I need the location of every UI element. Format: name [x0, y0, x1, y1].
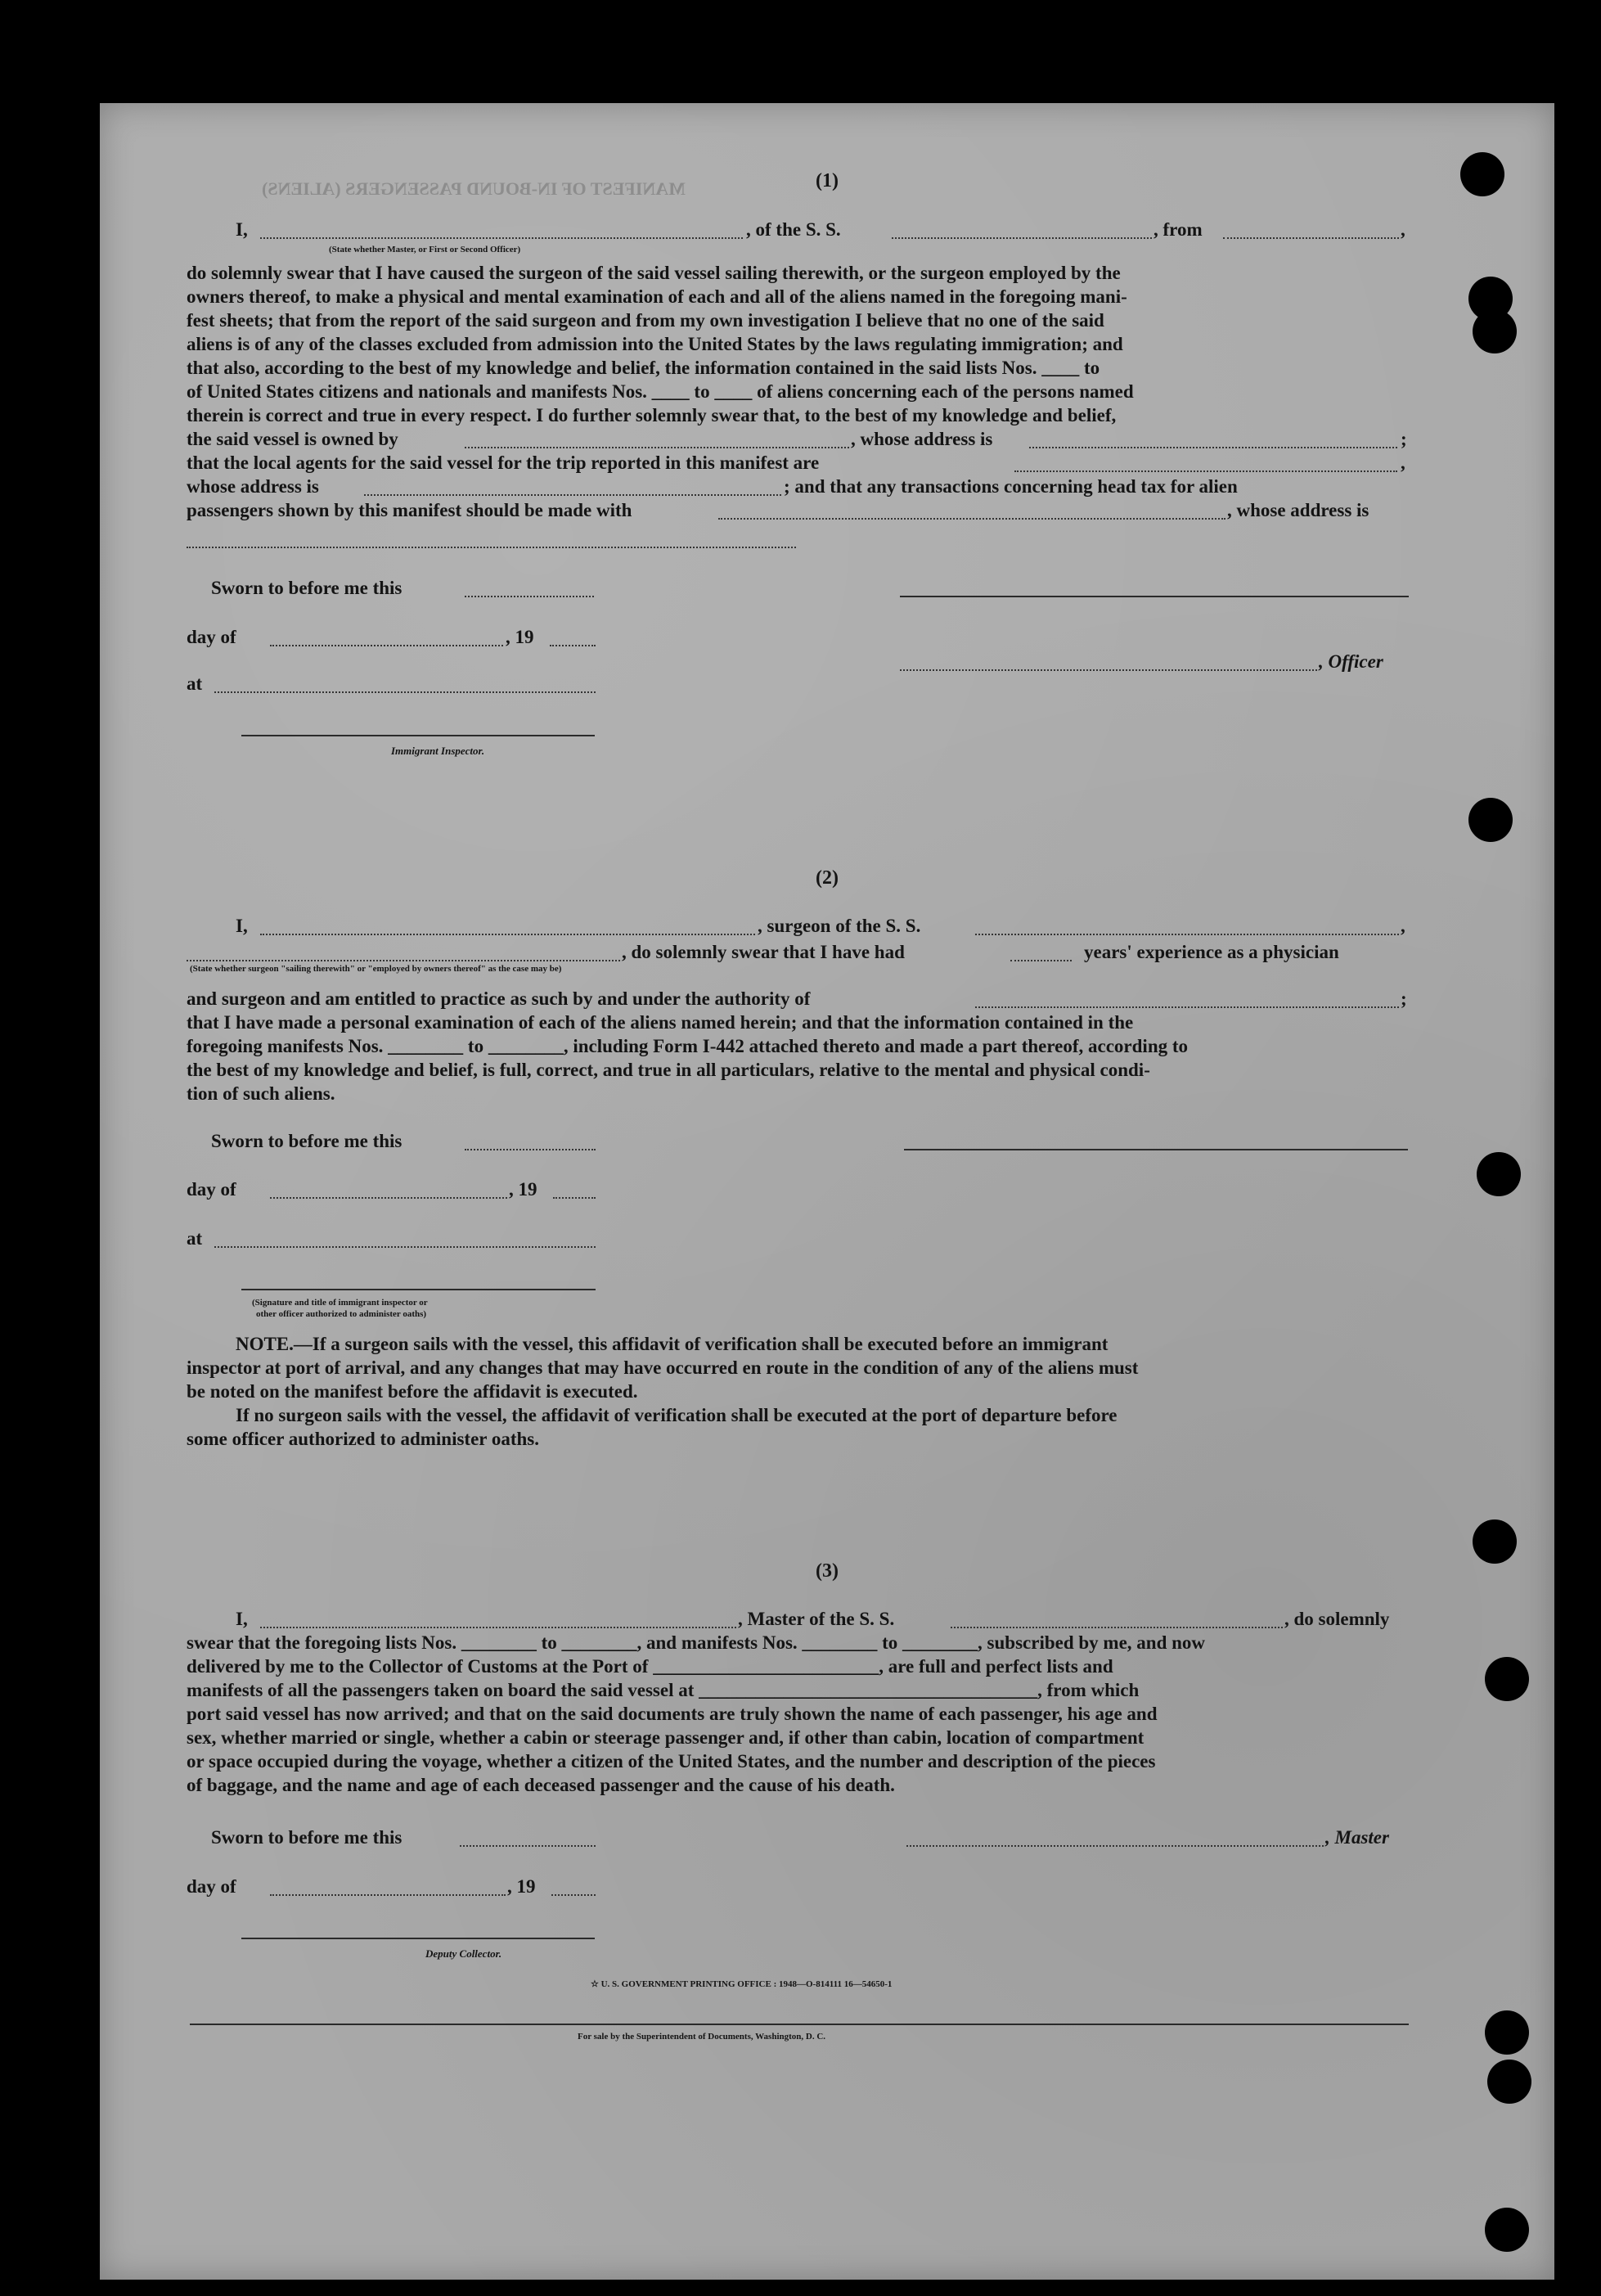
- s2-note-line-1: NOTE.—If a surgeon sails with the vessel, this affidavit of verification shall be executed before an immigrant: [236, 1334, 1109, 1354]
- s2-note-line-3: be noted on the manifest before the affidavit is executed.: [187, 1381, 638, 1402]
- punch-hole: [1485, 2010, 1529, 2055]
- s1-agents-line: [1014, 470, 1397, 472]
- s2-authority: and surgeon and am entitled to practice as such by and under the authority of: [187, 988, 811, 1009]
- s1-day-line: [270, 645, 503, 646]
- section-3-number: (3): [816, 1560, 839, 1582]
- s1-sworn-line: [465, 596, 594, 597]
- s2-day-line: [270, 1197, 507, 1199]
- s3-day-of: day of: [187, 1876, 236, 1897]
- s1-year-label: , 19: [506, 627, 534, 647]
- s3-i-label: I,: [236, 1609, 248, 1629]
- s1-agents: that the local agents for the said vessel for the trip reported in this manifest are: [187, 452, 820, 473]
- sale-notice: For sale by the Superintendent of Documents, Washington, D. C.: [578, 2032, 826, 2042]
- s1-at-line: [214, 691, 596, 693]
- s2-surgeon-note: (State whether surgeon "sailing therewith" or "employed by owners thereof" as the case may be): [190, 964, 562, 974]
- s3-sworn-line: [460, 1845, 596, 1847]
- s1-of-ss-label: , of the S. S.: [746, 219, 841, 240]
- s1-vessel-line: [892, 237, 1152, 239]
- s1-agent-addr-line: [364, 494, 781, 496]
- section-1-number: (1): [816, 170, 839, 191]
- s3-sworn: Sworn to before me this: [211, 1827, 402, 1848]
- punch-hole: [1485, 2208, 1529, 2252]
- s1-master-note: (State whether Master, or First or Second Officer): [329, 245, 521, 254]
- punch-hole: [1473, 1519, 1517, 1564]
- s1-inspector-label: Immigrant Inspector.: [391, 745, 485, 757]
- s2-note-line-2: inspector at port of arrival, and any changes that may have occurred en route in the condition of any of the aliens must: [187, 1357, 1139, 1378]
- s2-at: at: [187, 1228, 203, 1249]
- punch-hole: [1468, 798, 1513, 842]
- s2-authority-end: ;: [1401, 988, 1407, 1009]
- s1-passengers-addr-line: [187, 547, 796, 548]
- s2-status-line: [187, 960, 620, 961]
- s1-day-of: day of: [187, 627, 236, 647]
- s2-day-of: day of: [187, 1179, 236, 1200]
- s3-body-line-7: of baggage, and the name and age of each deceased passenger and the cause of his death.: [187, 1775, 895, 1795]
- s1-passengers: passengers shown by this manifest should be made with: [187, 500, 632, 520]
- s1-agents-end: ,: [1401, 452, 1405, 473]
- s2-name-line: [260, 934, 755, 935]
- s2-note-line-4: If no surgeon sails with the vessel, the affidavit of verification shall be executed at the port of departure before: [236, 1405, 1118, 1425]
- s3-deputy-label: Deputy Collector.: [425, 1947, 502, 1960]
- s3-body-line-5: sex, whether married or single, whether a cabin or steerage passenger and, if other than cabin, location of compartment: [187, 1727, 1145, 1748]
- s1-officer-line: [900, 669, 1317, 671]
- s3-body-line-4: port said vessel has now arrived; and that on the said documents are truly shown the name of each passenger, his age and: [187, 1704, 1158, 1724]
- s2-body-line-4: tion of such aliens.: [187, 1083, 335, 1104]
- s1-owner-line: [465, 447, 849, 448]
- s1-from-label: , from: [1154, 219, 1203, 240]
- s1-line1-end: ,: [1401, 219, 1405, 240]
- s2-body-line-1: that I have made a personal examination of each of the aliens named herein; and that the information contained in the: [187, 1012, 1134, 1033]
- s1-body-line-3: fest sheets; that from the report of the said surgeon and from my own investigation I believe that no one of the said: [187, 310, 1104, 331]
- s2-vessel-line: [975, 934, 1399, 935]
- s2-authority-line: [975, 1006, 1399, 1008]
- s1-name-line: [260, 237, 743, 239]
- s1-whose-addr: whose address is: [187, 476, 319, 497]
- punch-hole: [1473, 309, 1517, 353]
- s3-master-label: , Master of the S. S.: [738, 1609, 895, 1629]
- s3-body-line-2: delivered by me to the Collector of Customs at the Port of ________________________, are full and perfect lists and: [187, 1656, 1113, 1677]
- s1-body-line-1: do solemnly swear that I have caused the surgeon of the said vessel sailing therewith, or the surgeon employed by the: [187, 263, 1121, 283]
- s3-day-line: [270, 1894, 506, 1896]
- punch-hole: [1485, 1657, 1529, 1701]
- s3-deputy-sig-line: [241, 1938, 595, 1939]
- s2-year-line: [553, 1197, 596, 1199]
- s3-body-line-3: manifests of all the passengers taken on board the said vessel at ____________________________________, from which: [187, 1680, 1140, 1700]
- s3-year-label: , 19: [507, 1876, 536, 1897]
- s1-i-label: I,: [236, 219, 248, 240]
- s2-note-line-5: some officer authorized to administer oaths.: [187, 1429, 539, 1449]
- s1-body-line-6: of United States citizens and nationals and manifests Nos. ____ to ____ of aliens concerning each of the persons named: [187, 381, 1134, 402]
- s2-years-label: years' experience as a physician: [1084, 942, 1339, 962]
- s3-body-line-6: or space occupied during the voyage, whether a citizen of the United States, and the number and description of the pieces: [187, 1751, 1156, 1772]
- s1-passengers-line: [718, 518, 1225, 520]
- s3-master-sig-label: , Master: [1325, 1827, 1389, 1848]
- s1-from-line: [1223, 237, 1399, 239]
- s2-inspector-sig-line: [241, 1289, 596, 1290]
- s3-swear-label: , do solemnly: [1284, 1609, 1390, 1629]
- s1-passengers-addr: , whose address is: [1227, 500, 1369, 520]
- s2-years-line: [1010, 960, 1072, 961]
- s1-year-line: [550, 645, 596, 646]
- s1-body-line-7: therein is correct and true in every respect. I do further solemnly swear that, to the best of my knowledge and belief,: [187, 405, 1117, 425]
- s2-surgeon-sig-line: [904, 1149, 1408, 1150]
- s3-master-sig-line: [906, 1845, 1324, 1847]
- s2-sig-note-2: other officer authorized to administer oaths): [256, 1309, 427, 1319]
- s3-name-line: [260, 1627, 736, 1628]
- s3-year-line: [551, 1894, 596, 1896]
- s1-officer-label: , Officer: [1319, 651, 1383, 672]
- s1-sworn: Sworn to before me this: [211, 578, 402, 598]
- header-stamp: MANIFEST OF IN-BOUND PASSENGERS (ALIENS): [262, 178, 686, 199]
- s1-body-line-4: aliens is of any of the classes excluded from admission into the United States by the laws regulating immigration; and: [187, 334, 1123, 354]
- s2-sworn-line: [465, 1149, 596, 1150]
- s3-vessel-line: [951, 1627, 1283, 1628]
- s1-body-line-5: that also, according to the best of my knowledge and belief, the information contained in the said lists Nos. ____ to: [187, 358, 1100, 378]
- s1-owned-addr: , whose address is: [851, 429, 993, 449]
- s2-swear-label: , do solemnly swear that I have had: [622, 942, 905, 962]
- s2-surgeon-label: , surgeon of the S. S.: [758, 916, 921, 936]
- s2-body-line-2: foregoing manifests Nos. ________ to ________, including Form I-442 attached thereto and made a part thereof, according to: [187, 1036, 1189, 1056]
- s2-at-line: [214, 1246, 596, 1248]
- s2-line1-end: ,: [1401, 916, 1405, 936]
- footer-rule: [190, 2024, 1409, 2025]
- s2-sig-note-1: (Signature and title of immigrant inspector or: [252, 1298, 428, 1308]
- s3-body-line-1: swear that the foregoing lists Nos. ________ to ________, and manifests Nos. ________ to ________, subscribed by me, and now: [187, 1632, 1206, 1653]
- gpo-imprint: ☆ U. S. GOVERNMENT PRINTING OFFICE : 1948—O-814111 16—54650-1: [591, 1979, 893, 1989]
- punch-hole: [1477, 1152, 1521, 1196]
- s2-year-label: , 19: [509, 1179, 537, 1200]
- s2-i-label: I,: [236, 916, 248, 936]
- s2-body-line-3: the best of my knowledge and belief, is full, correct, and true in all particulars, relative to the mental and physical condi-: [187, 1060, 1150, 1080]
- s1-head-tax: ; and that any transactions concerning head tax for alien: [784, 476, 1238, 497]
- s1-officer-sig-line: [900, 596, 1409, 597]
- s2-sworn: Sworn to before me this: [211, 1131, 402, 1151]
- punch-hole: [1487, 2060, 1531, 2104]
- s1-owned-end: ;: [1401, 429, 1407, 449]
- s1-owned-by: the said vessel is owned by: [187, 429, 398, 449]
- s1-inspector-sig-line: [241, 735, 595, 736]
- s1-at: at: [187, 673, 203, 694]
- s1-owner-addr-line: [1029, 447, 1397, 448]
- section-2-number: (2): [816, 867, 839, 889]
- s1-body-line-2: owners thereof, to make a physical and mental examination of each and all of the aliens named in the foregoing mani-: [187, 286, 1127, 307]
